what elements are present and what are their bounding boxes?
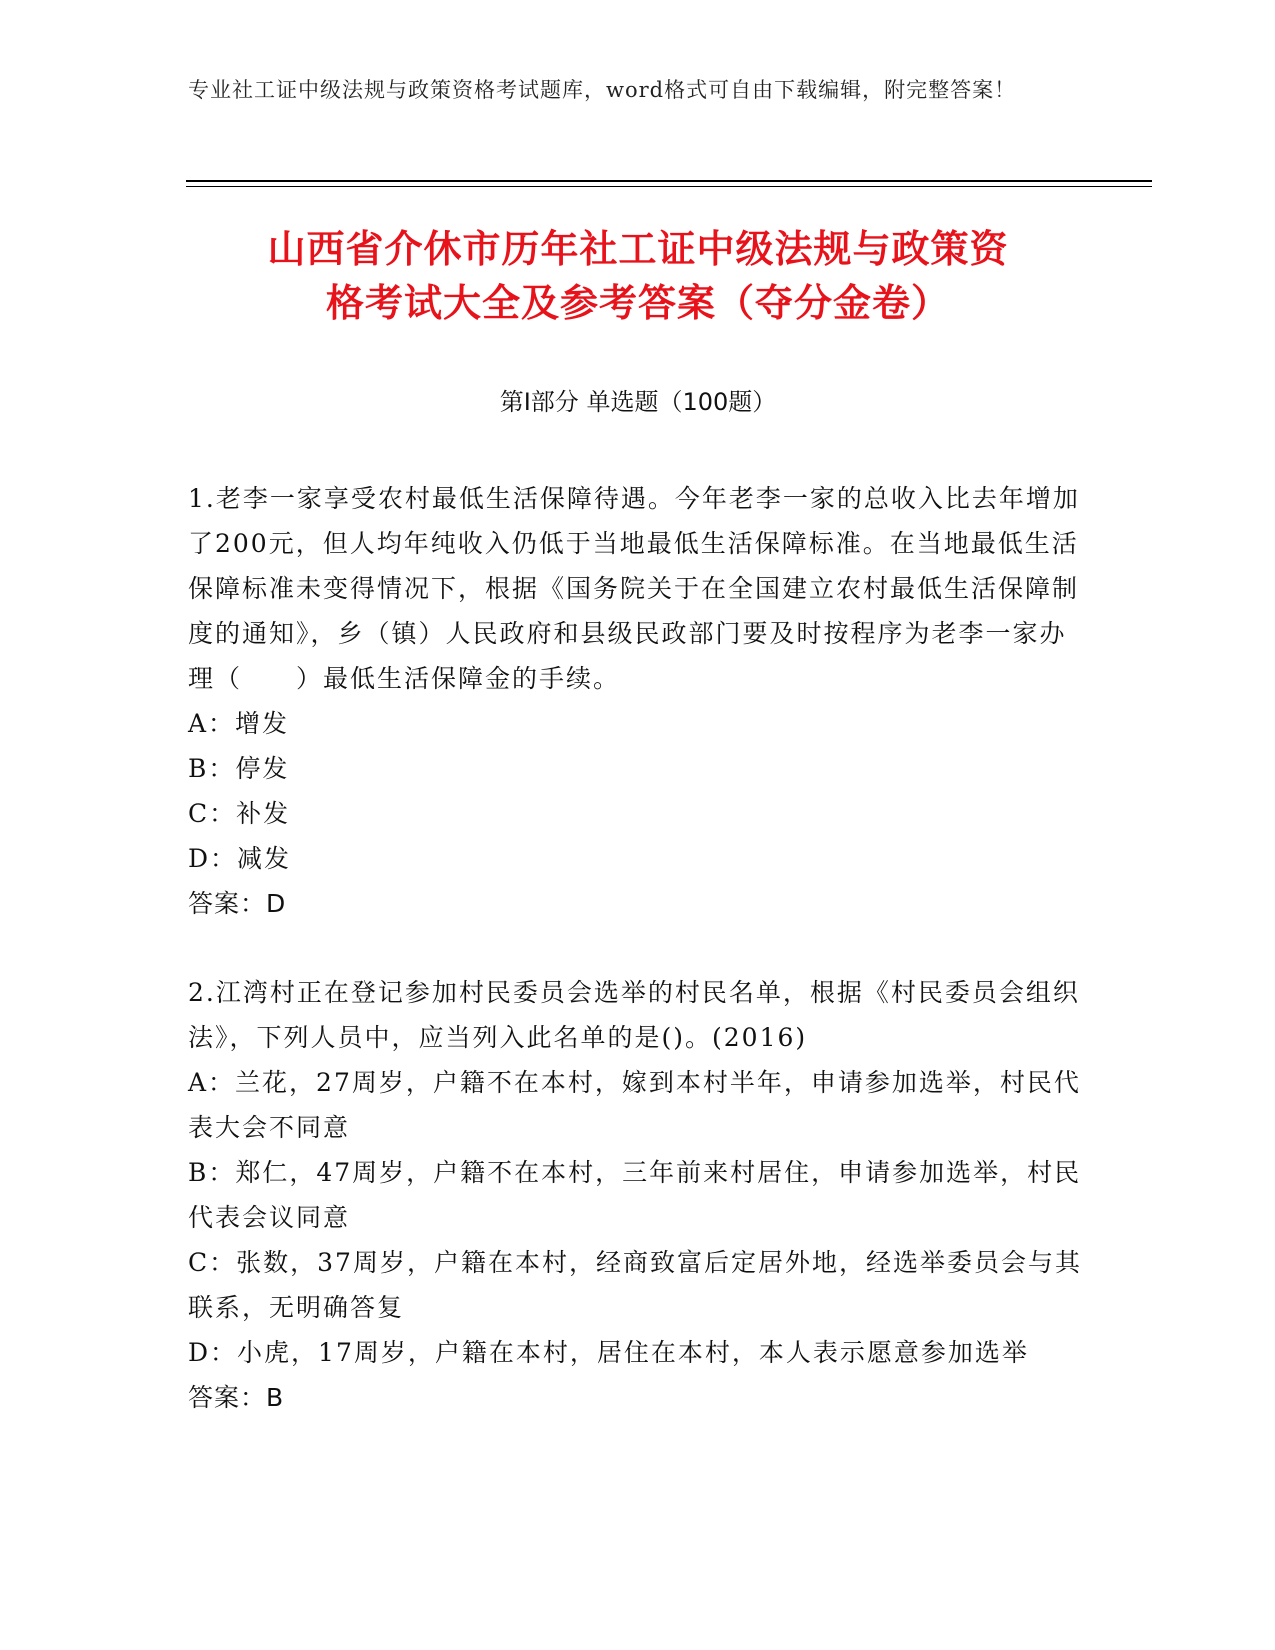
question-text: 1.老李一家享受农村最低生活保障待遇。今年老李一家的总收入比去年增加了200元，但人均年纯收入仍低于当地最低生活保障标准。在当地最低生活保障标准未变得情况下，根据《国务院关于在全国建立农村最低生活保障制度的通知》，乡（镇）人民政府和县级民政部门要及时按程序为老李一家办理（ ）最低生活保障金的手续。 xyxy=(188,484,1080,693)
option-c: C：补发 xyxy=(188,799,291,828)
answer: 答案：D xyxy=(188,889,287,918)
header-note: 专业社工证中级法规与政策资格考试题库，word格式可自由下载编辑，附完整答案！ xyxy=(188,78,1017,102)
header-rule-thin xyxy=(186,186,1152,187)
section-heading: 第Ⅰ部分 单选题（100题） xyxy=(499,388,777,416)
option-d: D：小虎，17周岁，户籍在本村，居住在本村，本人表示愿意参加选举 xyxy=(188,1338,1029,1367)
option-a: A：增发 xyxy=(188,709,290,738)
title-line-2: 格考试大全及参考答案（夺分金卷） xyxy=(325,281,950,325)
option-b: B：停发 xyxy=(188,754,290,783)
header-rule-thick xyxy=(186,180,1152,182)
title-line-1: 山西省介休市历年社工证中级法规与政策资 xyxy=(267,227,1009,271)
option-b: B：郑仁，47周岁，户籍不在本村，三年前来村居住，申请参加选举，村民代表会议同意 xyxy=(188,1158,1082,1232)
question-1 xyxy=(188,476,1088,926)
question-list xyxy=(188,476,1088,1464)
question-2 xyxy=(188,970,1088,1420)
document-title xyxy=(188,222,1088,330)
option-c: C：张数，37周岁，户籍在本村，经商致富后定居外地，经选举委员会与其联系，无明确答复 xyxy=(188,1248,1082,1322)
option-d: D：减发 xyxy=(188,844,292,873)
question-text: 2.江湾村正在登记参加村民委员会选举的村民名单，根据《村民委员会组织法》，下列人员中，应当列入此名单的是()。(2016) xyxy=(188,978,1080,1052)
answer: 答案：B xyxy=(188,1383,285,1412)
option-a: A：兰花，27周岁，户籍不在本村，嫁到本村半年，申请参加选举，村民代表大会不同意 xyxy=(188,1068,1081,1142)
